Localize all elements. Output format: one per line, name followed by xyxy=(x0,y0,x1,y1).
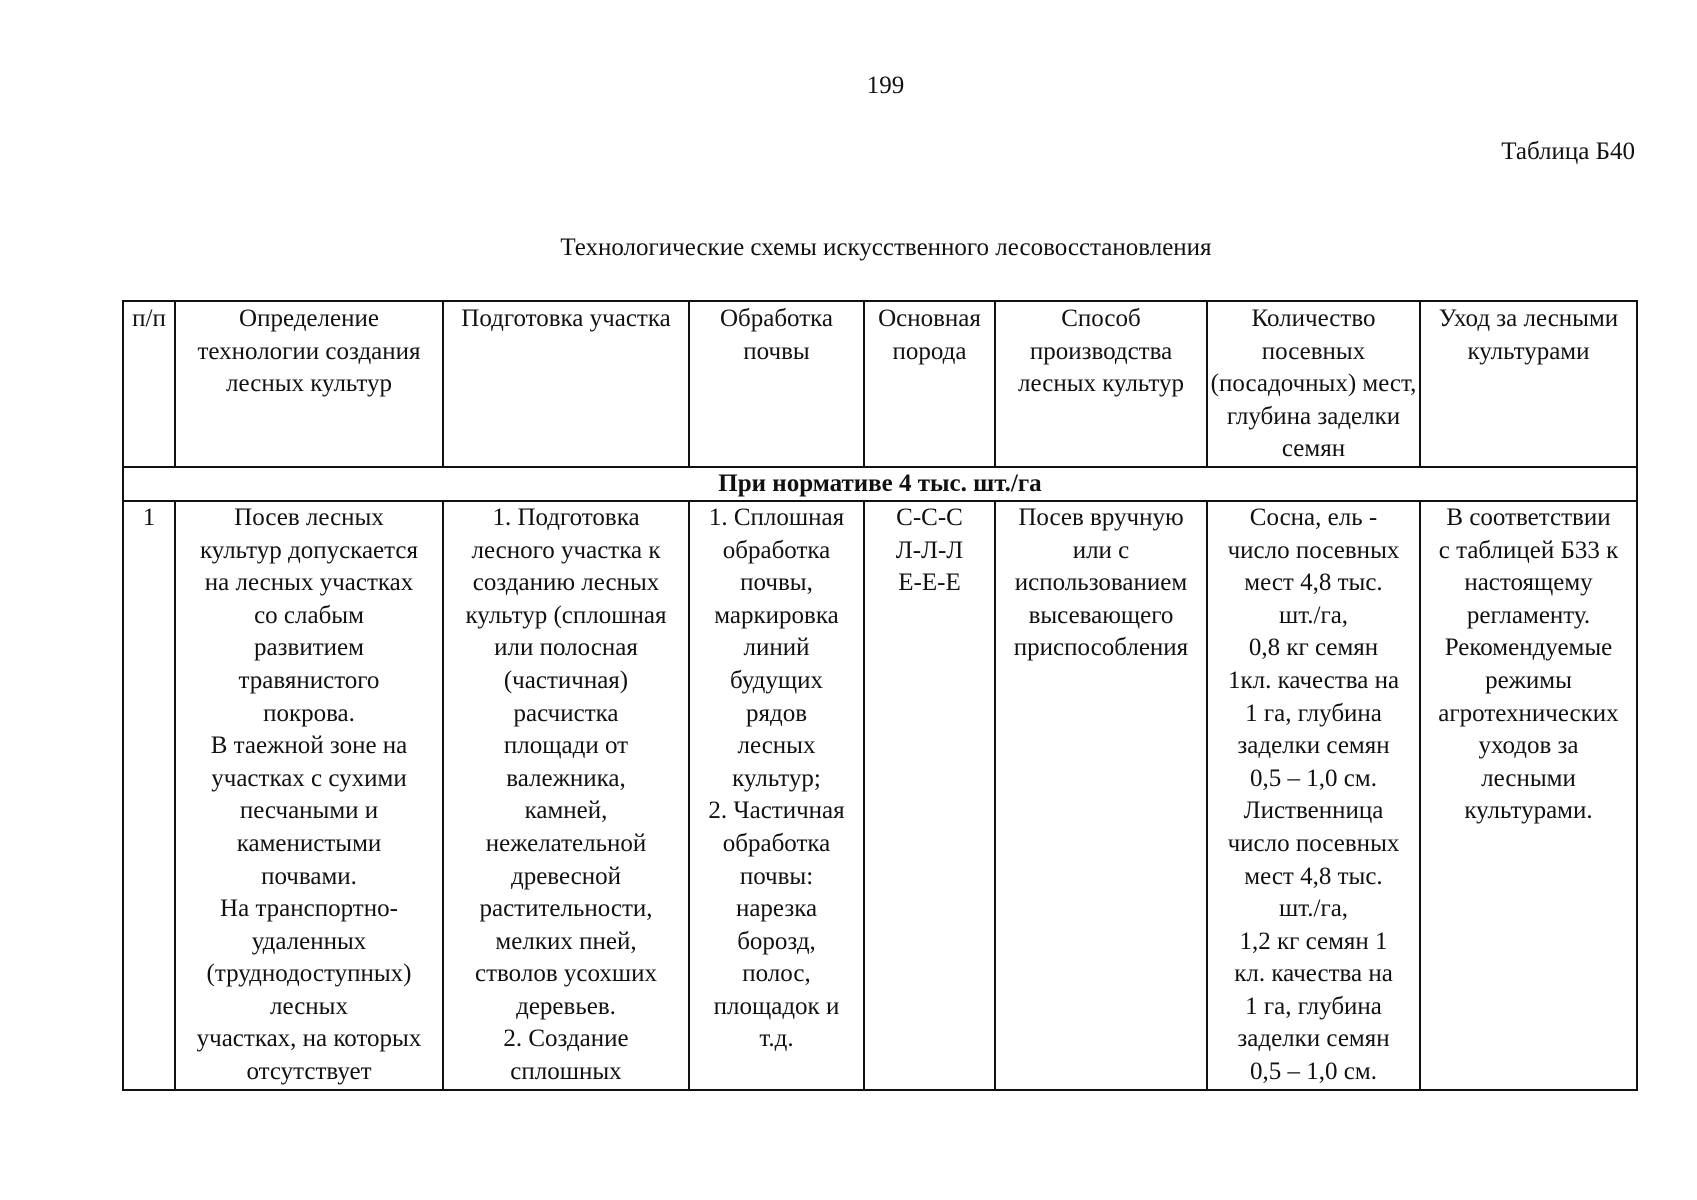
cell-line: обработка xyxy=(722,536,831,564)
cell-line: удаленных xyxy=(251,927,367,955)
cell-line: 2. Частичная xyxy=(708,797,845,825)
header-production-method: Способ производства лесных культур xyxy=(995,301,1207,467)
table-row xyxy=(123,501,1637,1090)
cell-line: настоящему xyxy=(1464,569,1593,597)
cell-line: число посевных xyxy=(1227,536,1400,564)
cell-line: 0,8 кг семян xyxy=(1248,634,1379,662)
cell-line: маркировка xyxy=(714,601,839,629)
cell-line: на лесных участках xyxy=(204,569,414,597)
cell-line: нарезка xyxy=(735,895,818,923)
header-planting-quantity: Количество посевных (посадочных) мест, глубина заделки семян xyxy=(1207,301,1420,467)
cell-line: Сосна, ель - xyxy=(1249,503,1378,531)
cell-line: почвы, xyxy=(740,569,813,597)
cell-line: площадок и xyxy=(713,992,840,1020)
cell-line: линий xyxy=(743,634,810,662)
cell-line: высевающего xyxy=(1028,601,1174,629)
cell-line: На транспортно- xyxy=(220,895,398,923)
cell-line: нежелательной xyxy=(485,829,647,857)
cell-line: с таблицей Б33 к xyxy=(1438,536,1619,564)
cell-line: культур допускается xyxy=(200,536,418,564)
cell-line: агротехнических xyxy=(1438,699,1619,727)
cell-soil-treatment xyxy=(689,501,864,1090)
cell-number: 1 xyxy=(123,501,175,1090)
cell-line: мест 4,8 тыс. xyxy=(1244,569,1383,597)
cell-line: лесных xyxy=(737,732,816,760)
cell-line: кл. качества на xyxy=(1234,960,1393,988)
cell-line: 1,2 кг семян 1 xyxy=(1239,927,1388,955)
cell-main-species xyxy=(864,501,995,1090)
cell-planting-quantity xyxy=(1207,501,1420,1090)
cell-line: регламенту. xyxy=(1466,601,1591,629)
cell-line: мест 4,8 тыс. xyxy=(1244,862,1383,890)
header-soil-treatment: Обработка почвы xyxy=(689,301,864,467)
cell-line: участках, на которых xyxy=(196,1025,422,1053)
cell-line: рядов xyxy=(745,699,808,727)
cell-line: лесного участка к xyxy=(471,536,661,564)
regeneration-schemes-table xyxy=(122,300,1638,1091)
cell-line: С-С-С xyxy=(896,503,963,531)
cell-line: число посевных xyxy=(1227,829,1400,857)
cell-line: 0,5 – 1,0 см. xyxy=(1250,1058,1377,1086)
document-title: Технологические схемы искусственного лесовосстановления xyxy=(560,234,1212,261)
cell-line: почвами. xyxy=(261,862,357,890)
cell-line: В соответствии xyxy=(1446,503,1611,531)
header-preparation: Подготовка участка xyxy=(443,301,689,467)
cell-line: валежника, xyxy=(506,764,626,792)
cell-line: Посев лесных xyxy=(234,503,384,531)
cell-line: мелких пней, xyxy=(495,927,637,955)
cell-line: Лиственница xyxy=(1243,797,1384,825)
cell-line: заделки семян xyxy=(1237,732,1390,760)
table-header-row xyxy=(123,301,1637,467)
cell-line: режимы xyxy=(1485,666,1572,694)
cell-line: Л-Л-Л xyxy=(895,536,964,564)
cell-line: шт./га, xyxy=(1278,895,1349,923)
cell-line: т.д. xyxy=(759,1025,794,1053)
cell-line: покрова. xyxy=(263,699,355,727)
cell-line: каменистыми xyxy=(236,829,382,857)
cell-line: площади от xyxy=(503,732,629,760)
cell-line: или с xyxy=(1072,536,1130,564)
cell-line: участках с сухими xyxy=(211,764,407,792)
cell-line: древесной xyxy=(510,862,622,890)
cell-line: стволов усохших xyxy=(475,960,657,988)
cell-line: растительности, xyxy=(479,895,653,923)
cell-line: Посев вручную xyxy=(1018,503,1184,531)
cell-line: уходов за xyxy=(1478,732,1579,760)
cell-line: развитием xyxy=(254,634,364,662)
cell-line: сплошных xyxy=(510,1058,622,1086)
cell-line: борозд, xyxy=(737,927,816,955)
header-care: Уход за лесными культурами xyxy=(1420,301,1637,467)
cell-line: Рекомендуемые xyxy=(1444,634,1613,662)
table-label: Таблица Б40 xyxy=(1501,138,1635,165)
cell-preparation xyxy=(443,501,689,1090)
cell-line: 1. Подготовка xyxy=(492,503,640,531)
cell-line: со слабым xyxy=(254,601,364,629)
cell-line: созданию лесных xyxy=(472,569,660,597)
cell-line: культур (сплошная xyxy=(465,601,667,629)
header-definition: Определение технологии создания лесных культур xyxy=(175,301,443,467)
cell-line: 1. Сплошная xyxy=(708,503,845,531)
cell-line: (частичная) xyxy=(503,666,629,694)
cell-definition xyxy=(175,501,443,1090)
section-row xyxy=(123,467,1637,501)
cell-line: шт./га, xyxy=(1278,601,1349,629)
cell-line: 0,5 – 1,0 см. xyxy=(1250,764,1377,792)
cell-line: полос, xyxy=(742,960,811,988)
cell-line: камней, xyxy=(524,797,608,825)
cell-line: культур; xyxy=(732,764,821,792)
cell-line: лесных xyxy=(270,992,348,1020)
header-number: п/п xyxy=(123,301,175,467)
cell-production-method xyxy=(995,501,1207,1090)
cell-line: 1 га, глубина xyxy=(1245,992,1382,1020)
cell-line: лесными xyxy=(1481,764,1576,792)
cell-care xyxy=(1420,501,1637,1090)
cell-line: 1 га, глубина xyxy=(1245,699,1382,727)
header-main-species: Основная порода xyxy=(864,301,995,467)
section-label: При нормативе 4 тыс. шт./га xyxy=(123,467,1637,501)
cell-line: культурами. xyxy=(1464,797,1593,825)
cell-line: деревьев. xyxy=(516,992,616,1020)
cell-line: будущих xyxy=(729,666,824,694)
cell-line: Е-Е-Е xyxy=(898,569,961,597)
cell-line: песчаными и xyxy=(239,797,379,825)
cell-line: приспособления xyxy=(1013,634,1189,662)
cell-line: травянистого xyxy=(238,666,380,694)
cell-line: или полосная xyxy=(494,634,638,662)
cell-line: обработка xyxy=(722,829,831,857)
page-number: 199 xyxy=(866,72,905,99)
cell-line: заделки семян xyxy=(1237,1025,1390,1053)
cell-line: отсутствует xyxy=(246,1058,372,1086)
cell-line: расчистка xyxy=(513,699,619,727)
cell-line: почвы: xyxy=(739,862,814,890)
cell-line: 1кл. качества на xyxy=(1227,666,1400,694)
cell-line: 2. Создание xyxy=(503,1025,629,1053)
cell-line: В таежной зоне на xyxy=(210,732,408,760)
cell-line: использованием xyxy=(1014,569,1188,597)
cell-line: (труднодоступных) xyxy=(206,960,412,988)
